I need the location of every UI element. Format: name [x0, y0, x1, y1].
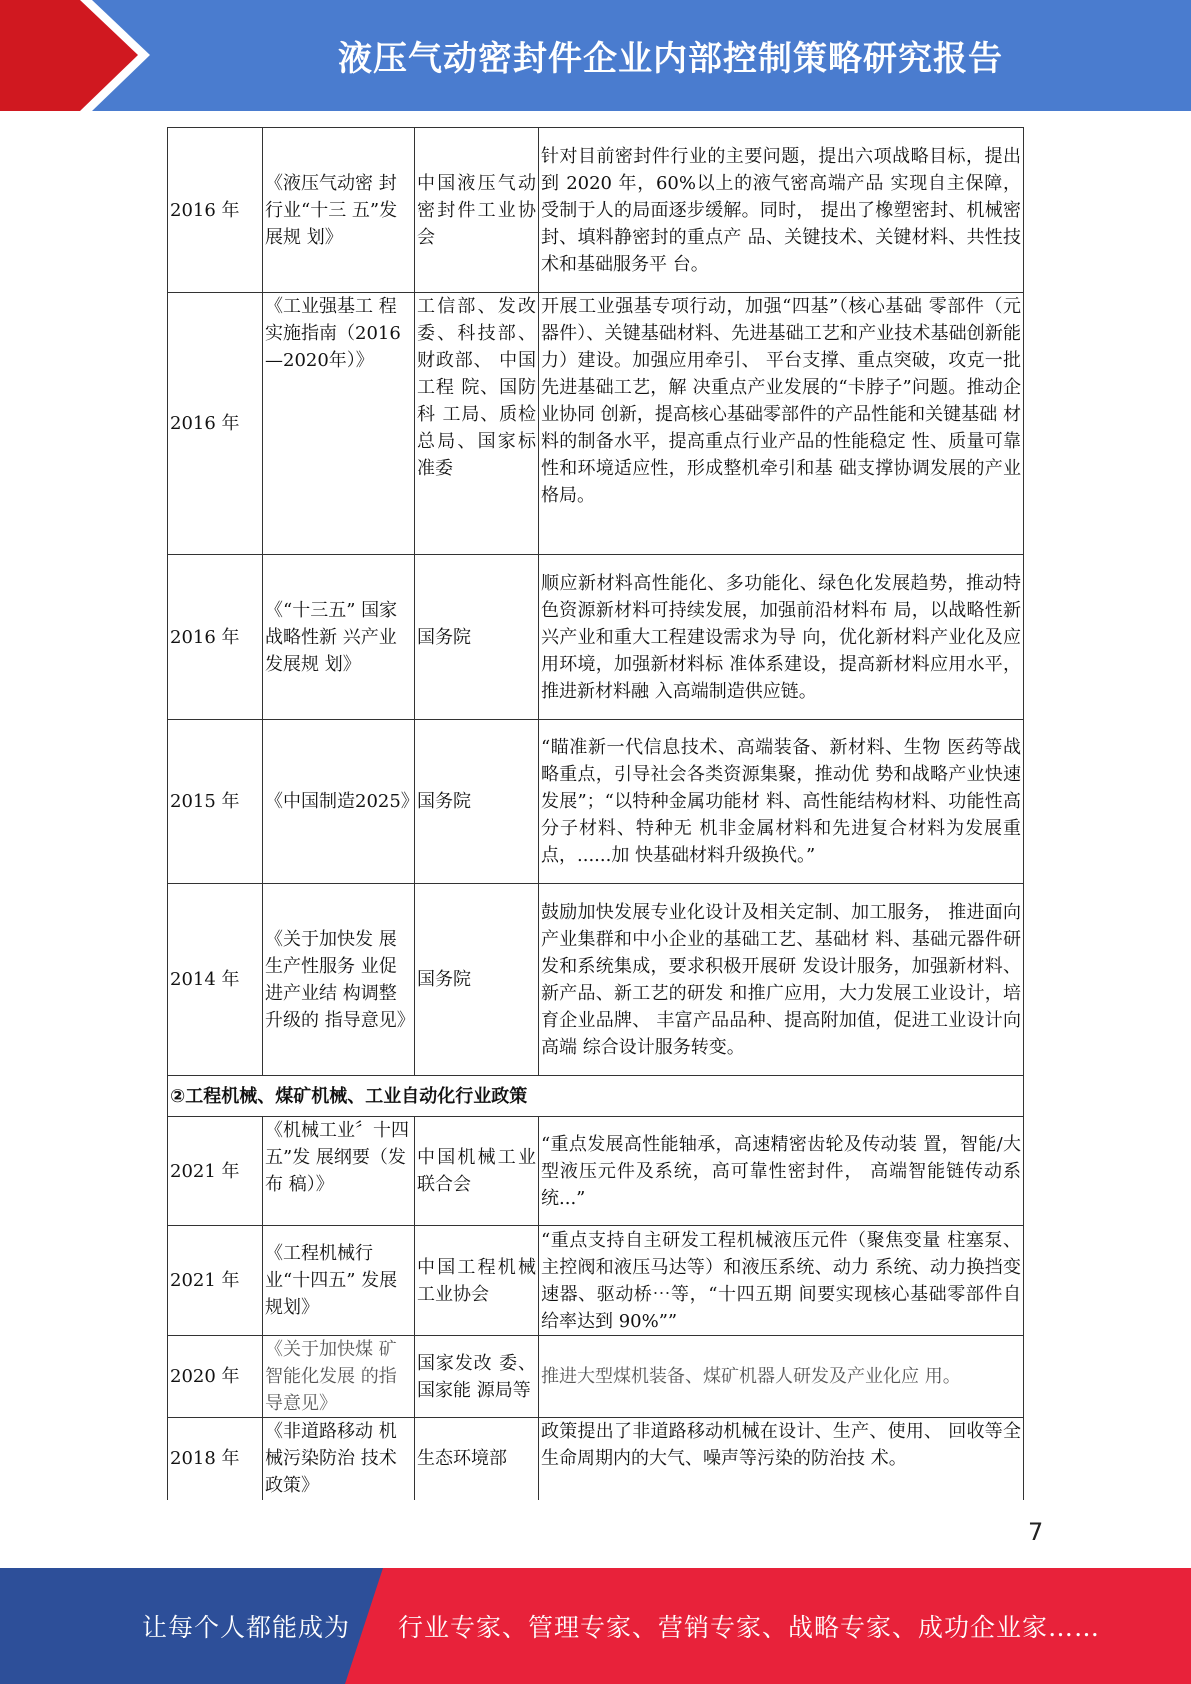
cell-policy-name: 《关于加快发 展生产性服务 业促进产业结 构调整升级的 指导意见》 — [263, 884, 415, 1076]
cell-description: 政策提出了非道路移动机械在设计、生产、使用、 回收等全生命周期内的大气、噪声等污染的防治技 术。 — [539, 1418, 1024, 1500]
policy-table — [167, 127, 1024, 1500]
table-row — [168, 555, 1024, 720]
cell-year: 2014 年 — [168, 884, 263, 1076]
table-row — [168, 884, 1024, 1076]
cell-issuer: 中国液压气动密封件工业协会 — [415, 128, 539, 293]
cell-year: 2016 年 — [168, 128, 263, 293]
cell-issuer: 生态环境部 — [415, 1418, 539, 1500]
footer-slogan-left: 让每个人都能成为 — [142, 1613, 351, 1642]
cell-description: “重点支持自主研发工程机械液压元件（聚焦变量 柱塞泵、主控阀和液压马达等）和液压系统、动力 系统、动力换挡变速器、驱动桥⋯等，“十四五期 间要实现核心基础零部件自给率达到 90%”” — [539, 1226, 1024, 1336]
table-row — [168, 1336, 1024, 1418]
section-heading-row — [168, 1076, 1024, 1117]
table-row — [168, 128, 1024, 293]
table-row — [168, 1226, 1024, 1336]
cell-description: “瞄准新一代信息技术、高端装备、新材料、生物 医药等战略重点，引导社会各类资源集聚，推动优 势和战略产业快速发展”；“以特种金属功能材 料、高性能结构材料、功能性高分子材料、特种无 机非金属材料和先进复合材料为发展重点，......加 快基础材料升级换代。” — [539, 720, 1024, 884]
cell-year: 2021 年 — [168, 1117, 263, 1226]
cell-description: “重点发展高性能轴承，高速精密齿轮及传动装 置，智能/大型液压元件及系统，高可靠性密封件， 高端智能链传动系统...” — [539, 1117, 1024, 1226]
cell-policy-name: 《工程机械行 业“十四五” 发展规划》 — [263, 1226, 415, 1336]
cell-policy-name: 《关于加快煤 矿智能化发展 的指导意见》 — [263, 1336, 415, 1418]
cell-issuer: 国务院 — [415, 555, 539, 720]
cell-description: 针对目前密封件行业的主要问题，提出六项战略目标，提出到 2020 年，60%以上的液气密高端产品 实现自主保障，受制于人的局面逐步缓解。同时， 提出了橡塑密封、机械密封、填料静密封的重点产 品、关键技术、关键材料、共性技术和基础服务平 台。 — [539, 128, 1024, 293]
cell-issuer: 国家发改 委、国家能 源局等 — [415, 1336, 539, 1418]
page-header — [0, 0, 1191, 111]
cell-description: 鼓励加快发展专业化设计及相关定制、加工服务， 推进面向产业集群和中小企业的基础工艺、基础材 料、基础元器件研发和系统集成，要求积极开展研 发设计服务，加强新材料、新产品、新工艺的研发 和推广应用，大力发展工业设计，培育企业品牌、 丰富产品品种、提高附加值，促进工业设计向高端 综合设计服务转变。 — [539, 884, 1024, 1076]
cell-year: 2018 年 — [168, 1418, 263, 1500]
cell-issuer: 国务院 — [415, 884, 539, 1076]
cell-description: 开展工业强基专项行动，加强“四基”（核心基础 零部件（元器件）、关键基础材料、先进基础工艺和产业技术基础创新能力）建设。加强应用牵引、 平台支撑、重点突破，攻克一批先进基础工艺，解 决重点产业发展的“卡脖子”问题。推动企业协同 创新，提高核心基础零部件的产品性能和关键基础 材料的制备水平，提高重点行业产品的性能稳定 性、质量可靠性和环境适应性，形成整机牵引和基 础支撑协调发展的产业格局。 — [539, 293, 1024, 555]
cell-policy-name: 《“十三五” 国家战略性新 兴产业发展规 划》 — [263, 555, 415, 720]
cell-policy-name: 《工业强基工 程实施指南（2016—2020年）》 — [263, 293, 415, 555]
table-row — [168, 1418, 1024, 1500]
footer-slogan-right: 行业专家、管理专家、营销专家、战略专家、成功企业家…… — [398, 1613, 1101, 1642]
page-number: 7 — [1028, 1518, 1044, 1546]
cell-issuer: 中国机械工业联合会 — [415, 1117, 539, 1226]
section-heading: ②工程机械、煤矿机械、工业自动化行业政策 — [168, 1076, 1024, 1117]
table-row — [168, 720, 1024, 884]
cell-description: 推进大型煤机装备、煤矿机器人研发及产业化应 用。 — [539, 1336, 1024, 1418]
cell-year: 2015 年 — [168, 720, 263, 884]
chevron-arrow-icon — [0, 0, 155, 111]
cell-policy-name: 《液压气动密 封行业“十三 五”发展规 划》 — [263, 128, 415, 293]
cell-issuer: 工信部、发改委、科技部、财政部、 中国工程 院、国防科 工局、质检 总局、国家标准委 — [415, 293, 539, 555]
cell-year: 2016 年 — [168, 555, 263, 720]
cell-description: 顺应新材料高性能化、多功能化、绿色化发展趋势，推动特色资源新材料可持续发展，加强前沿材料布 局，以战略性新兴产业和重大工程建设需求为导 向，优化新材料产业化及应用环境，加强新材料标 准体系建设，提高新材料应用水平，推进新材料融 入高端制造供应链。 — [539, 555, 1024, 720]
cell-policy-name: 《中国制造2025》 — [263, 720, 415, 884]
cell-year: 2021 年 — [168, 1226, 263, 1336]
cell-issuer: 国务院 — [415, 720, 539, 884]
cell-policy-name: 《非道路移动 机械污染防治 技术政策》 — [263, 1418, 415, 1500]
table-row — [168, 293, 1024, 555]
cell-policy-name: 《机械工业〞十四五”发 展纲要（发布 稿）》 — [263, 1117, 415, 1226]
report-title: 液压气动密封件企业内部控制策略研究报告 — [338, 39, 1003, 79]
cell-year: 2020 年 — [168, 1336, 263, 1418]
table-row — [168, 1117, 1024, 1226]
cell-year: 2016 年 — [168, 293, 263, 555]
page-footer — [0, 1568, 1191, 1684]
cell-issuer: 中国工程机械工业协会 — [415, 1226, 539, 1336]
